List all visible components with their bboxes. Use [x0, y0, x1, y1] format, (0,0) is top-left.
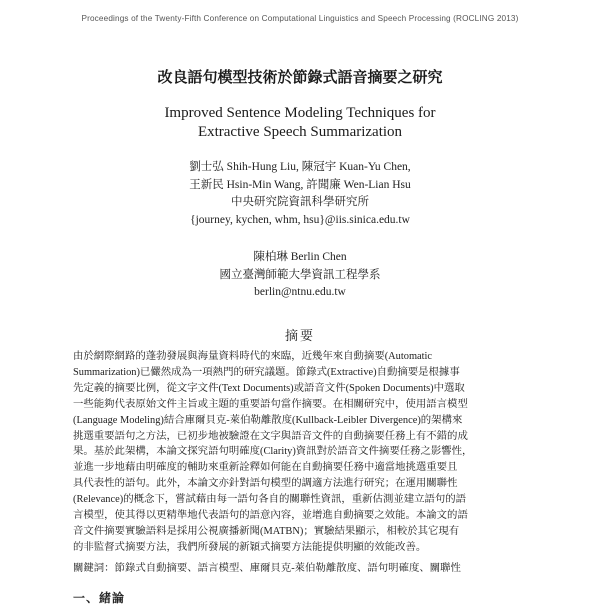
author-names: 陳柏琳 Berlin Chen	[253, 251, 347, 263]
abstract-heading: 摘要	[284, 329, 315, 344]
abstract-line: 由於網際網路的蓬勃發展與海量資料時代的來臨，近幾年來自動摘要(Automatic	[73, 351, 433, 362]
abstract-line: 挑選重要語句之方法，已初步地被驗證在文字與語音文件的自動摘要任務上有不錯的成	[73, 430, 468, 442]
section-heading-introduction: 一、緒論	[73, 591, 126, 605]
affiliation: 國立臺灣師範大學資訊工程學系	[219, 268, 381, 281]
title-english-line: Extractive Speech Summarization	[197, 124, 403, 140]
author-names: 劉士弘 Shih-Hung Liu, 陳冠宇 Kuan-Yu Chen,	[189, 161, 411, 173]
author-email: {journey, kychen, whm, hsu}@iis.sinica.edu.tw	[190, 213, 410, 226]
author-email: berlin@ntnu.edu.tw	[254, 286, 346, 298]
abstract-line: 具代表性的語句。此外，本論文亦針對語句模型的調適方法進行研究；在運用關聯性	[73, 478, 458, 490]
proceedings-header: Proceedings of the Twenty-Fifth Conference on Computational Linguistics and Speech Processing (ROCLING 2013)	[81, 14, 519, 23]
abstract-line: Summarization)已儼然成為一項熱門的研究議題。節錄式(Extractive)自動摘要是根據事	[73, 366, 460, 378]
abstract-line: (Relevance)的概念下，嘗試藉由每一語句各自的關聯性資訊，重新估測並建立語句的語	[73, 494, 467, 506]
abstract-line: 先定義的摘要比例，從文字文件(Text Documents)或語音文件(Spoken Documents)中選取	[73, 382, 465, 394]
abstract-line: 音文件摘要實驗語料是採用公視廣播新聞(MATBN)；實驗結果顯示，相較於其它現有	[73, 525, 460, 537]
abstract-body	[73, 349, 529, 556]
author-block-sinica	[0, 159, 600, 229]
author-block-ntnu	[0, 249, 600, 302]
author-names: 王新民 Hsin-Min Wang, 許聞廉 Wen-Lian Hsu	[189, 178, 411, 191]
affiliation: 中央研究院資訊科學研究所	[231, 196, 369, 208]
abstract-line: 果。基於此架構，本論文探究語句明確度(Clarity)資訊對於語音文件摘要任務之影響性，	[73, 446, 473, 458]
abstract-line: 一些能夠代表原始文件主旨或主題的重要語句當作摘要。在相關研究中，使用語言模型	[73, 398, 468, 410]
abstract-line: 的非監督式摘要方法，我們所發展的新穎式摘要方法能提供明顯的效能改善。	[73, 541, 427, 553]
title-english-line: Improved Sentence Modeling Techniques for	[164, 105, 436, 121]
keywords: 關鍵詞：節錄式自動摘要、語言模型、庫爾貝克-萊伯勒離散度、語句明確度、關聯性	[73, 563, 461, 574]
abstract-line: (Language Modeling)結合庫爾貝克-萊伯勒離散度(Kullback-Leibler Divergence)的架構來	[73, 414, 463, 426]
title-chinese: 改良語句模型技術於節錄式語音摘要之研究	[157, 68, 443, 86]
abstract-line: 並進一步地藉由明確度的輔助來重新詮釋如何能在自動摘要任務中適當地挑選重要且	[73, 462, 458, 474]
abstract-line: 言模型，使其得以更精準地代表語句的語意內容，並增進自動摘要之效能。本論文的語	[73, 510, 468, 522]
title-english	[0, 104, 600, 142]
